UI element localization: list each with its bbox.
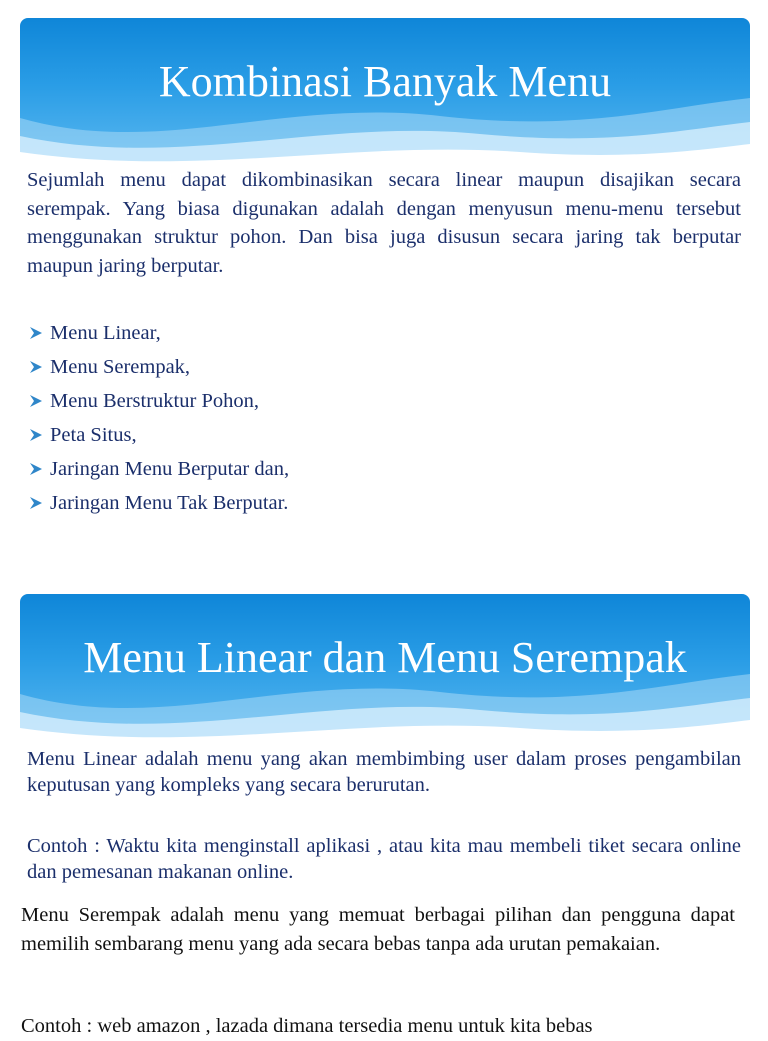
list-item xyxy=(28,316,289,350)
arrow-right-icon xyxy=(28,495,44,511)
slide-menu-linear-dan-serempak xyxy=(0,576,768,1037)
list-item xyxy=(28,350,289,384)
list-item xyxy=(28,486,289,520)
list-item-label: Menu Linear, xyxy=(50,322,161,344)
menu-linear-example: Contoh : Waktu kita menginstall aplikasi , atau kita mau membeli tiket secara online dan pemesanan makanan online. xyxy=(27,835,741,883)
arrow-right-icon xyxy=(28,359,44,375)
menu-linear-paragraph: Menu Linear adalah menu yang akan membimbing user dalam proses pengambilan keputusan yang kompleks yang secara berurutan. xyxy=(27,748,741,796)
list-item-label: Menu Berstruktur Pohon, xyxy=(50,390,259,412)
slide-title: Kombinasi Banyak Menu xyxy=(158,57,612,106)
list-item xyxy=(28,418,289,452)
list-item xyxy=(28,384,289,418)
list-item-label: Menu Serempak, xyxy=(50,356,191,378)
arrow-right-icon xyxy=(28,427,44,443)
slide-header xyxy=(20,594,750,744)
list-item-label: Peta Situs, xyxy=(50,424,137,446)
arrow-right-icon xyxy=(28,461,44,477)
list-item-label: Jaringan Menu Berputar dan, xyxy=(50,458,290,480)
arrow-right-icon xyxy=(28,393,44,409)
menu-serempak-paragraph: Menu Serempak adalah menu yang memuat berbagai pilihan dan pengguna dapat memilih sembarang menu yang ada secara bebas tanpa ada urutan pemakaian. xyxy=(21,904,735,955)
menu-serempak-example: Contoh : web amazon , lazada dimana tersedia menu untuk kita bebas xyxy=(21,1015,593,1037)
list-item xyxy=(28,452,289,486)
slide-title: Menu Linear dan Menu Serempak xyxy=(83,633,687,682)
intro-paragraph: Sejumlah menu dapat dikombinasikan secara linear maupun disajikan secara serempak. Yang biasa digunakan adalah dengan menyusun menu-menu tersebut menggunakan struktur pohon. Dan bisa juga disusun secara jaring tak berputar maupun jaring berputar. xyxy=(27,169,741,277)
menu-type-list xyxy=(28,316,289,520)
arrow-right-icon xyxy=(28,325,44,341)
list-item-label: Jaringan Menu Tak Berputar. xyxy=(50,492,289,514)
slide-header xyxy=(20,18,750,168)
